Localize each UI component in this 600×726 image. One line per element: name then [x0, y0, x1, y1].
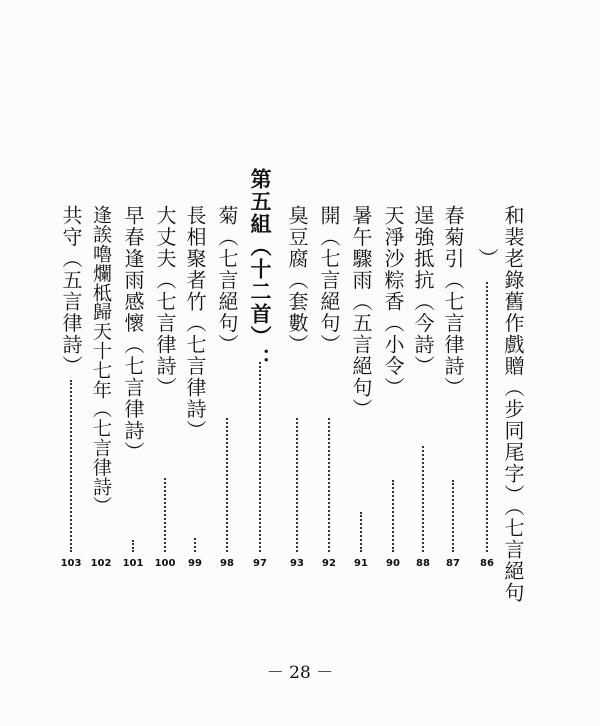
section-heading-title: 第五組（十二首）： — [248, 168, 273, 371]
toc-entry-title: 暑午驟雨（五言絕句） — [349, 205, 373, 420]
toc-entry — [438, 0, 468, 569]
dot-leader — [360, 512, 362, 552]
dot-leader — [132, 540, 134, 552]
toc-entry — [56, 0, 86, 569]
toc-page-number: 98 — [220, 558, 234, 569]
dot-leader — [226, 418, 228, 552]
toc-entry-title: 和裴老錄舊作戲贈（步同尾字）（七言絕句 — [501, 205, 525, 604]
dot-leader — [70, 380, 72, 552]
toc-entry — [150, 0, 180, 569]
toc-page-number: 93 — [290, 558, 304, 569]
toc-entry-title: 春菊引（七言律詩） — [441, 205, 465, 399]
toc-entry-title: 逞強抵抗（今詩） — [411, 205, 435, 377]
toc-entry-title: 開（七言絕句） — [317, 205, 341, 356]
toc-page-number: 103 — [60, 558, 82, 569]
toc-entry-title-continuation: ） — [475, 248, 499, 270]
page-footer-number: － 28 － — [266, 663, 334, 683]
toc-entry — [498, 0, 528, 604]
toc-page-number: 99 — [188, 558, 202, 569]
toc-page-number: 88 — [416, 558, 430, 569]
dot-leader — [164, 478, 166, 552]
section-heading — [245, 0, 275, 569]
toc-page-number: 92 — [322, 558, 336, 569]
dot-leader — [259, 362, 261, 552]
toc-entry-title: 大丈夫（七言律詩） — [153, 205, 177, 399]
toc-entry-title: 長相聚者竹（七言律詩） — [183, 205, 207, 442]
toc-entry — [346, 0, 376, 569]
toc-entry-title: 菊（七言絕句） — [215, 205, 239, 356]
dot-leader — [452, 480, 454, 552]
toc-entry-title: 天淨沙粽香（小令） — [381, 205, 405, 399]
toc-page-number: 86 — [480, 558, 494, 569]
toc-entry — [180, 0, 210, 569]
toc-page-number: 100 — [154, 558, 176, 569]
dot-leader — [328, 418, 330, 552]
toc-entry — [282, 0, 312, 569]
dot-leader — [296, 418, 298, 552]
toc-entry-title: 逢誒嚕爛柢歸天十七年（七言律詩） — [90, 205, 112, 516]
toc-page-number: 102 — [90, 558, 112, 569]
toc-page-number: 101 — [122, 558, 144, 569]
toc-page-number: 87 — [446, 558, 460, 569]
toc-entry-title: 共守（五言律詩） — [59, 205, 83, 377]
toc-entry — [212, 0, 242, 569]
toc-entry — [118, 0, 148, 569]
toc-entry-title: 臭豆腐（套數） — [285, 205, 309, 356]
toc-entry — [378, 0, 408, 569]
toc-page-number: 97 — [253, 558, 267, 569]
dot-leader — [392, 480, 394, 552]
dot-leader — [486, 282, 488, 552]
dot-leader — [194, 538, 196, 552]
toc-entry — [86, 0, 116, 569]
toc-entry-title: 早春逢雨感懷（七言律詩） — [121, 205, 145, 463]
toc-page-number: 91 — [354, 558, 368, 569]
dot-leader — [422, 446, 424, 552]
toc-page-number: 90 — [386, 558, 400, 569]
toc-entry — [314, 0, 344, 569]
toc-entry-continuation — [472, 0, 502, 569]
toc-entry — [408, 0, 438, 569]
